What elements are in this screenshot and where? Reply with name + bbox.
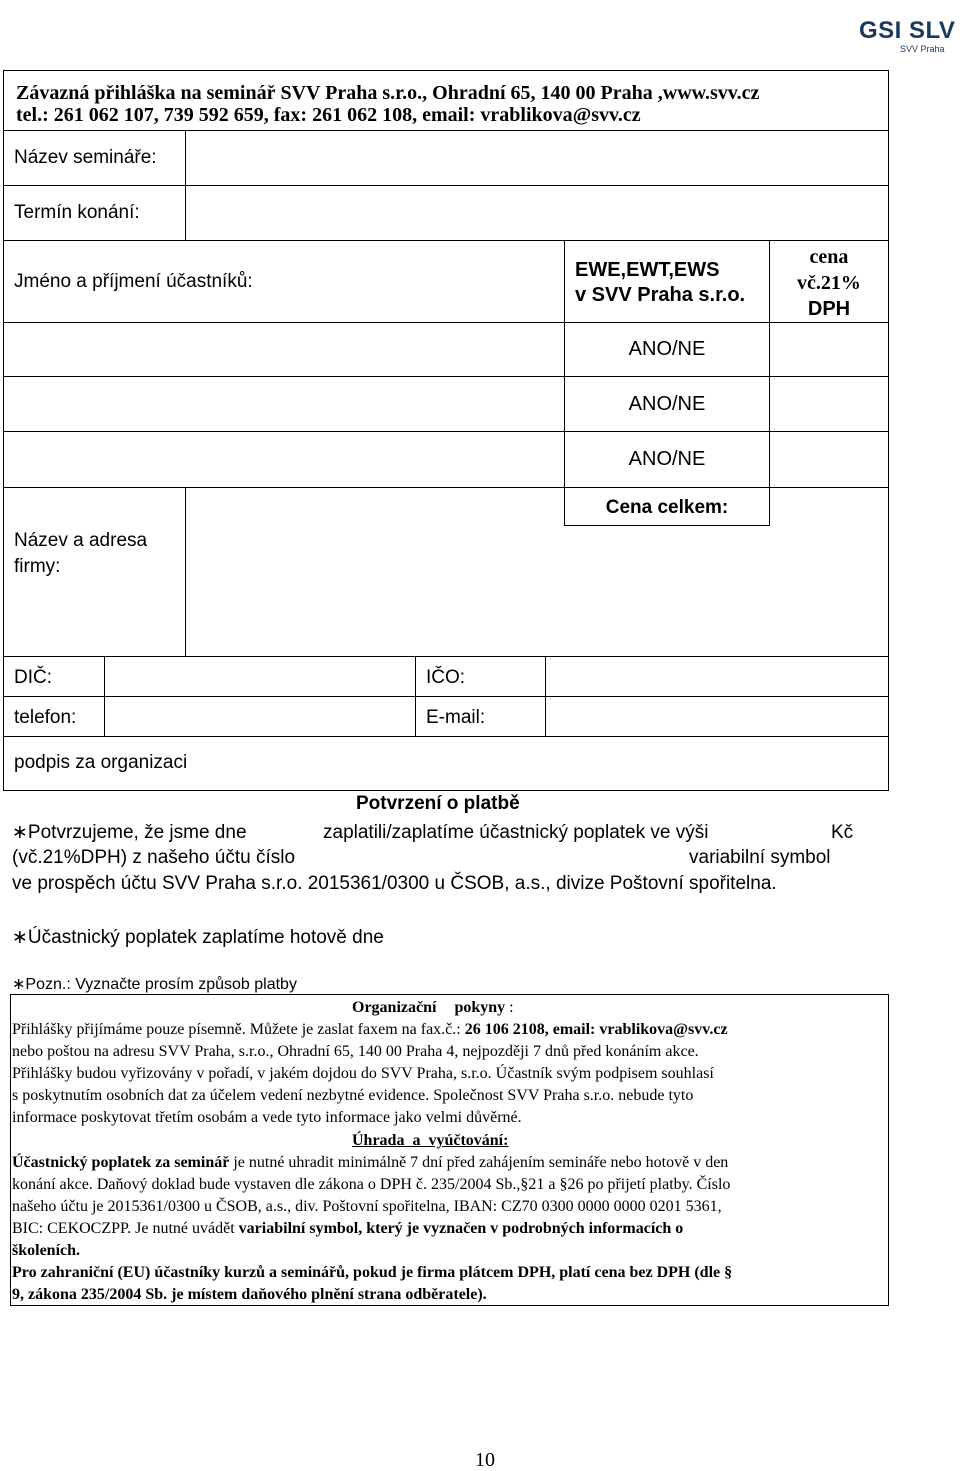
payment-line-2b: variabilní symbol [689,847,831,868]
members-header-line-2: v SVV Praha s.r.o. [575,284,746,306]
email-label: E-mail: [426,707,486,728]
instructions-line-1-text: Přihlášky přijímáme pouze písemně. Můžete je zaslat faxem na fax.č.: [12,1021,465,1038]
instructions-line-1 [12,1019,728,1041]
ano-ne-1: ANO/NE [628,338,706,360]
instructions-line-4: s poskytnutím osobních dat za účelem vedení nezbytné evidence. Společnost SVV Praha s.r.o. nebude tyto [12,1087,694,1104]
date-label: Termín konání: [14,202,140,223]
instructions-fax-email: 26 106 2108, email: vrablikova@svv.cz [464,1021,728,1038]
instructions-title-text: Organizační pokyny [352,999,506,1016]
instructions-title [352,997,514,1019]
company-label-line-1: Název a adresa [14,530,148,551]
ano-ne-2: ANO/NE [628,393,706,415]
payment-line-2a: (vč.21%DPH) z našeho účtu číslo [12,847,296,868]
billing-line-4 [12,1218,683,1240]
header-line-1: Závazná přihláška na seminář SVV Praha s.r.o., Ohradní 65, 140 00 Praha ,www.svv.cz [16,82,760,104]
phone-label: telefon: [14,707,77,728]
billing-line-5: školeních. [12,1242,81,1259]
signature-label: podpis za organizaci [14,752,188,773]
ico-label: IČO: [426,667,466,688]
billing-line-2: konání akce. Daňový doklad bude vystaven dle zákona o DPH č. 235/2004 Sb.,§21 a §26 po přijetí platby. Číslo [12,1176,731,1193]
svg-text:GSI SLV: GSI SLV [859,17,956,44]
participants-label: Jméno a příjmení účastníků: [14,271,253,292]
billing-line-3: našeho účtu je 2015361/0300 u ČSOB, a.s., div. Poštovní spořitelna, IBAN: CZ70 0300 0000 0000 0201 5361, [12,1198,722,1215]
page-number: 10 [475,1449,495,1471]
billing-line-1-text: je nutné uhradit minimálně 7 dní před zahájením semináře nebo hotově v den [229,1154,729,1171]
billing-line-4-text: BIC: CEKOCZPP. Je nutné uvádět [12,1220,239,1237]
svg-text:SVV Praha: SVV Praha [900,44,945,54]
payment-line-1c: Kč [831,822,854,843]
gsi-slv-logo [855,8,960,56]
price-header-line-3: DPH [807,298,851,320]
billing-line-1-bold: Účastnický poplatek za seminář [12,1154,230,1171]
payment-line-3: ve prospěch účtu SVV Praha s.r.o. 2015361/0300 u ČSOB, a.s., divize Poštovní spořitelna. [12,873,777,894]
payment-line-1b: zaplatili/zaplatíme účastnický poplatek ve výši [323,822,709,843]
billing-title: Úhrada a vyúčtování: [352,1132,509,1149]
payment-line-1a: ∗Potvrzujeme, že jsme dne [12,822,247,843]
payment-title: Potvrzení o platbě [356,793,520,814]
dic-label: DIČ: [14,667,52,688]
billing-line-6: Pro zahraniční (EU) účastníky kurzů a seminářů, pokud je firma plátcem DPH, platí cena bez DPH (dle § [12,1264,733,1281]
seminar-label: Název semináře: [14,147,157,168]
instructions-line-5: informace poskytovat třetím osobám a vede tyto informace jako velmi důvěrné. [12,1109,522,1126]
ano-ne-3: ANO/NE [628,448,706,470]
price-header-line-1: cena [809,246,849,268]
total-label: Cena celkem: [605,497,729,518]
cash-payment-line: ∗Účastnický poplatek zaplatíme hotově dne [12,927,384,948]
company-label-line-2: firmy: [14,556,61,577]
payment-note: ∗Pozn.: Vyznačte prosím způsob platby [12,976,297,993]
billing-line-1 [12,1152,728,1174]
billing-line-4-bold: variabilní symbol, který je vyznačen v podrobných informacích o [238,1220,684,1237]
members-header-line-1: EWE,EWT,EWS [575,259,720,281]
instructions-line-3: Přihlášky budou vyřizovány v pořadí, v jakém dojdou do SVV Praha, s.r.o. Účastník svým podpisem souhlasí [12,1065,714,1082]
price-header-line-2: vč.21% [797,272,861,294]
instructions-line-2: nebo poštou na adresu SVV Praha, s.r.o., Ohradní 65, 140 00 Praha 4, nejpozději 7 dnů před konáním akce. [12,1043,699,1060]
header-line-2: tel.: 261 062 107, 739 592 659, fax: 261 062 108, email: vrablikova@svv.cz [16,104,641,126]
billing-line-7: 9, zákona 235/2004 Sb. je místem daňového plnění strana odběratele). [12,1286,487,1303]
instructions-title-suffix: : [505,999,514,1016]
